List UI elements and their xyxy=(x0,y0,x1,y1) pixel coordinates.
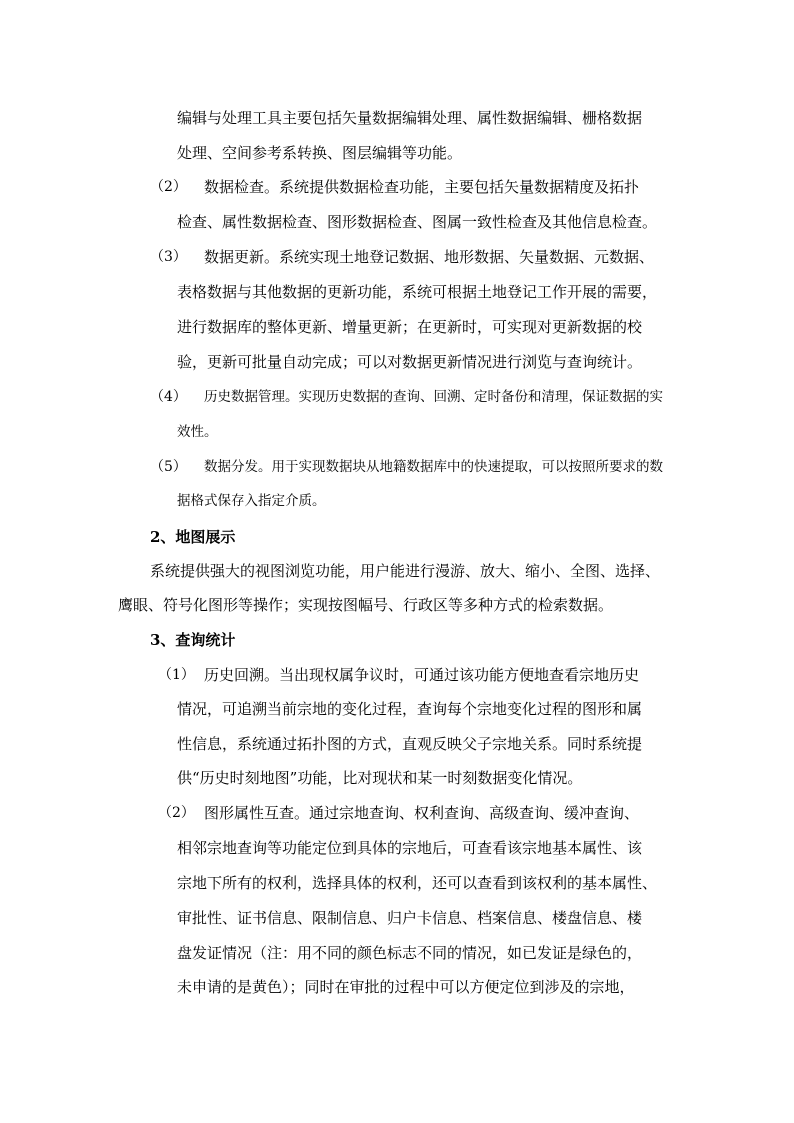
section-2-line-2: 鹰眼、符号化图形等操作；实现按图幅号、行政区等多种方式的检索数据。 xyxy=(118,596,614,614)
query-2-line-6: 未申请的是黄色）；同时在审批的过程中可以方便定位到涉及的宗地， xyxy=(177,978,635,996)
item-5-line-2: 据格式保存入指定介质。 xyxy=(177,493,326,509)
item-3-line-2: 表格数据与其他数据的更新功能，系统可根据土地登记工作开展的需要， xyxy=(177,283,658,301)
query-2-number: （2） xyxy=(158,805,195,821)
query-2-line-4: 审批性、证书信息、限制信息、归户卡信息、档案信息、楼盘信息、楼 xyxy=(177,909,643,927)
item-3-line-1: 数据更新。系统实现土地登记数据、地形数据、矢量数据、元数据、 xyxy=(204,248,655,266)
query-2-line-2: 相邻宗地查询等功能定位到具体的宗地后，可查看该宗地基本属性、该 xyxy=(177,839,643,857)
section-2-heading: 2、地图展示 xyxy=(150,528,236,546)
section-3-heading: 3、查询统计 xyxy=(150,631,236,649)
item-3-line-3: 进行数据库的整体更新、增量更新；在更新时，可实现对更新数据的校 xyxy=(177,318,643,336)
item-2-number: （2） xyxy=(150,179,187,195)
item-3-line-4: 验，更新可批量自动完成；可以对数据更新情况进行浏览与查询统计。 xyxy=(177,353,643,371)
section-2-line-1: 系统提供强大的视图浏览功能，用户能进行漫游、放大、缩小、全图、选择、 xyxy=(150,562,661,580)
item-5-line-1: 数据分发。用于实现数据块从地籍数据库中的快速提取，可以按照所要求的数 xyxy=(204,459,663,475)
item-4-line-2: 效性。 xyxy=(177,424,218,440)
query-2-line-5: 盘发证情况（注：用不同的颜色标志不同的情况，如已发证是绿色的， xyxy=(177,944,643,962)
query-1-line-4: 供“历史时刻地图”功能，比对现状和某一时刻数据变化情况。 xyxy=(177,769,583,787)
query-1-line-1: 历史回溯。当出现权属争议时，可通过该功能方便地查看宗地历史 xyxy=(204,666,640,684)
item-4-number: （4） xyxy=(150,389,187,405)
query-2-line-1: 图形属性互查。通过宗地查询、权利查询、高级查询、缓冲查询、 xyxy=(204,804,640,822)
item-3-number: （3） xyxy=(150,249,187,265)
query-1-line-2: 情况，可追溯当前宗地的变化过程，查询每个宗地变化过程的图形和属 xyxy=(177,700,643,718)
intro-line-2: 处理、空间参考系转换、图层编辑等功能。 xyxy=(177,144,463,162)
intro-line-1: 编辑与处理工具主要包括矢量数据编辑处理、属性数据编辑、栅格数据 xyxy=(177,109,643,127)
item-2-line-1: 数据检查。系统提供数据检查功能，主要包括矢量数据精度及拓扑 xyxy=(204,178,640,196)
item-5-number: （5） xyxy=(150,459,187,475)
query-1-line-3: 性信息，系统通过拓扑图的方式，直观反映父子宗地关系。同时系统提 xyxy=(177,735,643,753)
query-2-line-3: 宗地下所有的权利，选择具体的权利，还可以查看到该权利的基本属性、 xyxy=(177,874,658,892)
item-2-line-2: 检查、属性数据检查、图形数据检查、图属一致性检查及其他信息检查。 xyxy=(177,213,658,231)
item-4-line-1: 历史数据管理。实现历史数据的查询、回溯、定时备份和清理，保证数据的实 xyxy=(204,389,663,405)
query-1-number: （1） xyxy=(158,667,195,683)
